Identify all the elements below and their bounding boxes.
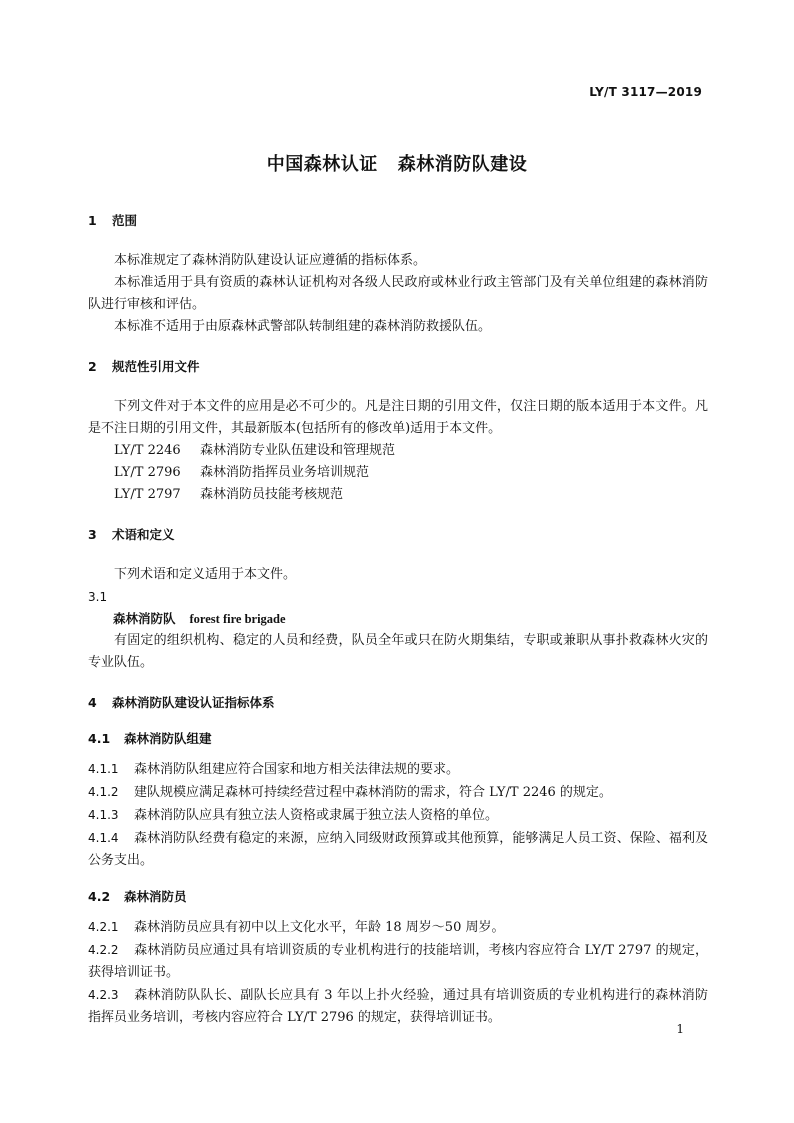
document-code: LY/T 3117—2019 <box>589 85 702 99</box>
clause-4-2-3: 4.2.3 森林消防队队长、副队长应具有 3 年以上扑火经验，通过具有培训资质的专业机构进行的森林消防指挥员业务培训，考核内容应符合 LY/T 2796 的规定，获得培训证书。 <box>88 988 708 1025</box>
clause-4-1-1: 4.1.1 森林消防队组建应符合国家和地方相关法律法规的要求。 <box>88 762 460 777</box>
section-1-para-3: 本标准不适用于由原森林武警部队转制组建的森林消防救援队伍。 <box>114 319 492 334</box>
section-3-heading: 3 术语和定义 <box>88 527 175 542</box>
title-part-2: 森林消防队建设 <box>397 154 528 175</box>
page-number: 1 <box>676 1022 684 1036</box>
term-entry <box>88 608 708 630</box>
reference-item: LY/T 2246 森林消防专业队伍建设和管理规范 <box>114 443 396 458</box>
subsection-4-1-heading: 4.1 森林消防队组建 <box>88 731 212 746</box>
term-english: forest fire brigade <box>189 612 286 626</box>
clause-4-1-3: 4.1.3 森林消防队应具有独立法人资格或隶属于独立法人资格的单位。 <box>88 808 499 823</box>
reference-item: LY/T 2796 森林消防指挥员业务培训规范 <box>114 465 370 480</box>
title-part-1: 中国森林认证 <box>266 154 378 175</box>
section-1-heading: 1 范围 <box>88 213 138 228</box>
section-4-heading: 4 森林消防队建设认证指标体系 <box>88 695 275 710</box>
term-definition: 有固定的组织机构、稳定的人员和经费，队员全年或只在防火期集结，专职或兼职从事扑救森林火灾的专业队伍。 <box>88 633 708 670</box>
clause-4-1-2: 4.1.2 建队规模应满足森林可持续经营过程中森林消防的需求，符合 LY/T 2246 的规定。 <box>88 785 612 800</box>
section-2-heading: 2 规范性引用文件 <box>88 359 200 374</box>
section-3-para: 下列术语和定义适用于本文件。 <box>114 567 297 582</box>
term-number: 3.1 <box>88 590 108 604</box>
subsection-4-2-heading: 4.2 森林消防员 <box>88 889 187 904</box>
clause-4-2-2: 4.2.2 森林消防员应通过具有培训资质的专业机构进行的技能培训，考核内容应符合 LY/T 2797 的规定，获得培训证书。 <box>88 943 708 980</box>
document-title <box>0 150 794 176</box>
section-2-para: 下列文件对于本文件的应用是必不可少的。凡是注日期的引用文件，仅注日期的版本适用于本文件。凡是不注日期的引用文件，其最新版本(包括所有的修改单)适用于本文件。 <box>88 399 708 436</box>
clause-4-1-4: 4.1.4 森林消防队经费有稳定的来源，应纳入同级财政预算或其他预算，能够满足人员工资、保险、福利及公务支出。 <box>88 831 708 868</box>
term-chinese: 森林消防队 <box>113 611 176 626</box>
section-1-para-1: 本标准规定了森林消防队建设认证应遵循的指标体系。 <box>114 253 427 268</box>
section-1-para-2: 本标准适用于具有资质的森林认证机构对各级人民政府或林业行政主管部门及有关单位组建的森林消防队进行审核和评估。 <box>88 275 708 312</box>
document-body <box>88 210 708 1029</box>
reference-item: LY/T 2797 森林消防员技能考核规范 <box>114 487 344 502</box>
clause-4-2-1: 4.2.1 森林消防员应具有初中以上文化水平，年龄 18 周岁～50 周岁。 <box>88 920 505 935</box>
